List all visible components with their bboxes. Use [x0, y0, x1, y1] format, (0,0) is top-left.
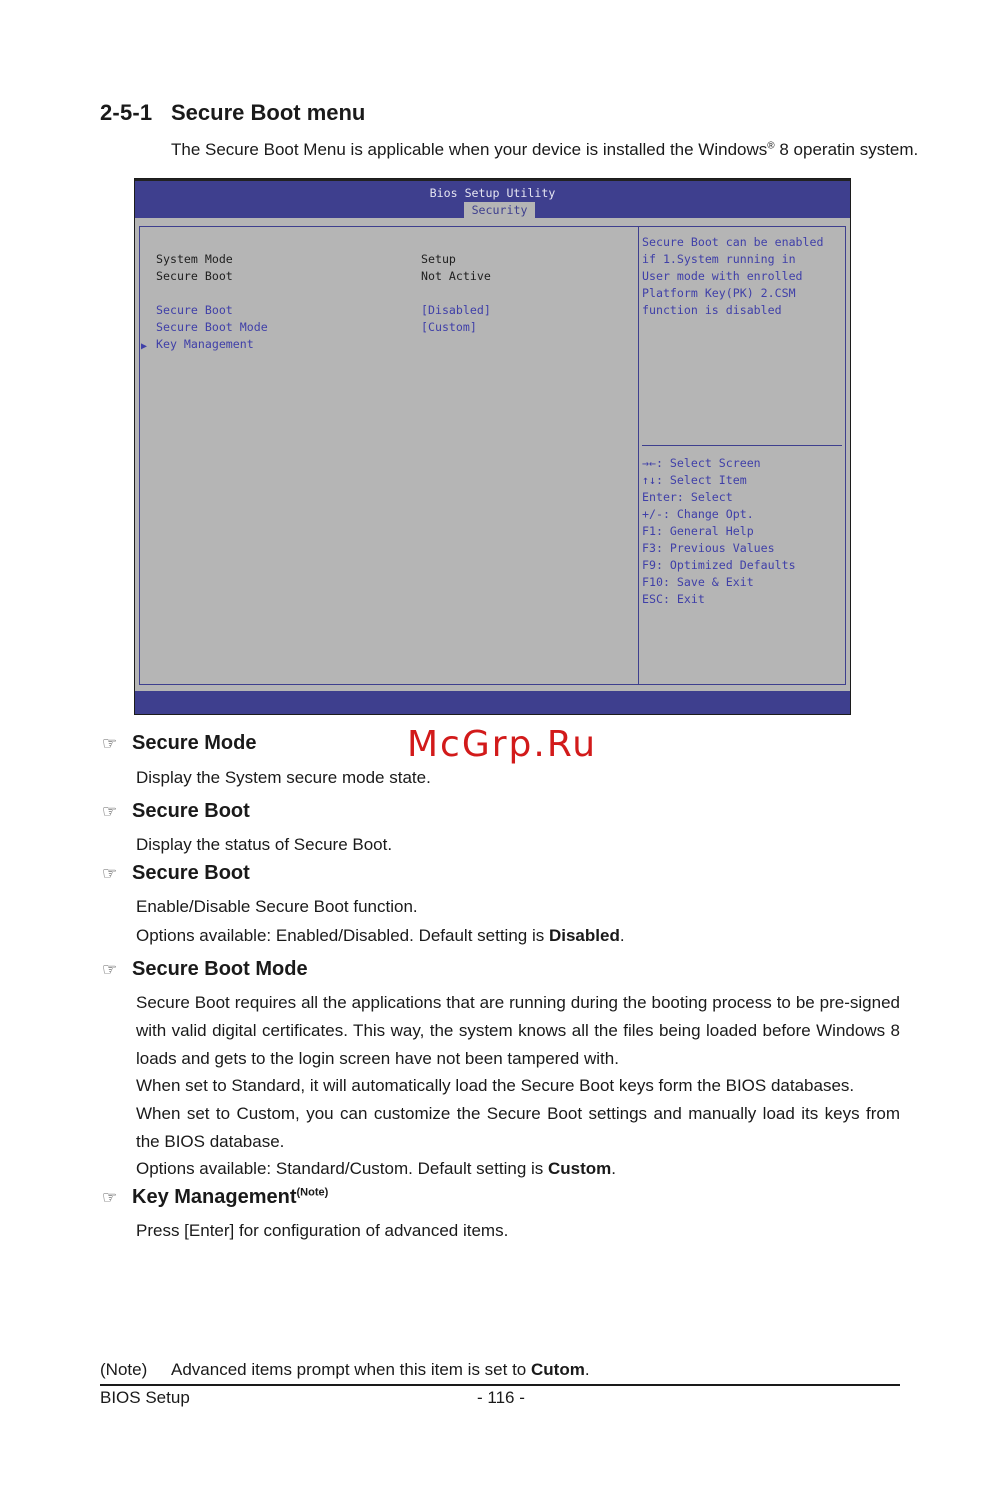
bios-row-value: [Disabled] — [421, 303, 491, 317]
footnote-label: (Note) — [100, 1360, 148, 1379]
intro-text: The Secure Boot Menu is applicable when your device is installed the Windows — [171, 140, 768, 159]
bios-title: Bios Setup Utility — [429, 186, 556, 200]
item-options-secure-boot-toggle — [136, 922, 625, 950]
bios-key-hint: F10: Save & Exit — [642, 575, 754, 589]
options-end: . — [619, 926, 625, 945]
footer-rule — [100, 1384, 900, 1386]
item-desc-secure-boot-mode-1: Secure Boot requires all the applications that are running during the booting process to be pre-signed with valid digital certificates. This way, the system knows all the files being loaded before Windows 8 loads and gets to the login screen have not been tampered with. — [136, 993, 900, 1068]
bios-help-line: Secure Boot can be enabled — [642, 235, 824, 249]
pointing-finger-icon: ☞ — [102, 734, 118, 753]
bios-row-value: [Custom] — [421, 320, 477, 334]
item-desc-secure-boot-toggle: Enable/Disable Secure Boot function. — [136, 897, 418, 916]
item-desc-secure-boot-mode-2: When set to Standard, it will automatically load the Secure Boot keys form the BIOS databases. — [136, 1076, 855, 1095]
bios-help-line: Platform Key(PK) 2.CSM — [642, 286, 796, 300]
footnote-body: Advanced items prompt when this item is set to — [171, 1360, 531, 1379]
item-desc-secure-boot-mode-3: When set to Custom, you can customize the Secure Boot settings and manually load its keys from the BIOS database. — [136, 1104, 900, 1151]
pointing-finger-icon: ☞ — [102, 960, 118, 979]
item-desc-secure-mode: Display the System secure mode state. — [136, 768, 431, 787]
item-title-secure-mode: Secure Mode — [132, 732, 257, 754]
bios-help-line: if 1.System running in — [642, 252, 796, 266]
submenu-arrow-icon: ▶ — [141, 341, 148, 352]
bios-key-hint: +/-: Change Opt. — [642, 507, 754, 521]
bios-help-line: User mode with enrolled — [642, 269, 803, 283]
bios-help-line: function is disabled — [642, 303, 782, 317]
bios-key-hint: Enter: Select — [642, 490, 733, 504]
footnote-bold: Cutom — [531, 1360, 585, 1379]
section-intro — [171, 140, 918, 160]
page-number: - 116 - — [477, 1388, 525, 1407]
bios-footer-bar — [135, 691, 850, 714]
item-title-secure-boot-toggle: Secure Boot — [132, 862, 250, 884]
bios-key-hint: F9: Optimized Defaults — [642, 558, 796, 572]
watermark: McGrp.Ru — [407, 724, 598, 765]
item-title-key-management — [132, 1186, 328, 1209]
footer-chapter: BIOS Setup — [100, 1388, 190, 1407]
bios-key-hint: F3: Previous Values — [642, 541, 775, 555]
item-desc-secure-boot-status: Display the status of Secure Boot. — [136, 835, 393, 854]
bios-row-label: System Mode — [156, 252, 233, 266]
footnote-end: . — [584, 1360, 590, 1379]
registered-mark: ® — [767, 140, 775, 152]
options-text: Options available: Enabled/Disabled. Default setting is — [136, 926, 549, 945]
pointing-finger-icon: ☞ — [102, 864, 118, 883]
bios-key-hint: F1: General Help — [642, 524, 754, 538]
intro-text-end: 8 operatin system. — [774, 140, 919, 159]
bios-key-hint: ↑↓: Select Item — [642, 473, 747, 487]
bios-row-value: Setup — [421, 252, 456, 266]
bios-key-hint: →←: Select Screen — [642, 456, 761, 470]
options-default: Custom — [548, 1159, 612, 1178]
item-desc-key-management: Press [Enter] for configuration of advanced items. — [136, 1221, 509, 1240]
options-end: . — [611, 1159, 617, 1178]
options-text: Options available: Standard/Custom. Default setting is — [136, 1159, 548, 1178]
bios-row-label: Secure Boot Mode — [156, 320, 268, 334]
bios-row-value: Not Active — [421, 269, 491, 283]
bios-key-hint: ESC: Exit — [642, 592, 705, 606]
bios-header — [135, 179, 850, 218]
key-management-title: Key Management — [132, 1186, 297, 1208]
bios-row-label: Secure Boot — [156, 269, 233, 283]
bios-screenshot — [135, 179, 850, 714]
section-title: Secure Boot menu — [171, 100, 366, 125]
options-default: Disabled — [548, 926, 620, 945]
footnote-text — [171, 1360, 590, 1380]
bios-help-separator — [642, 445, 842, 446]
item-title-secure-boot-mode: Secure Boot Mode — [132, 958, 308, 980]
item-options-secure-boot-mode — [136, 1155, 616, 1183]
note-marker: (Note) — [296, 1186, 329, 1199]
bios-tab-security: Security — [464, 202, 535, 219]
bios-main-panel — [139, 226, 639, 685]
section-number: 2-5-1 — [100, 100, 153, 125]
pointing-finger-icon: ☞ — [102, 802, 118, 821]
pointing-finger-icon: ☞ — [102, 1188, 118, 1207]
bios-row-label: Secure Boot — [156, 303, 233, 317]
item-title-secure-boot-status: Secure Boot — [132, 800, 250, 822]
bios-row-label: Key Management — [156, 337, 254, 351]
